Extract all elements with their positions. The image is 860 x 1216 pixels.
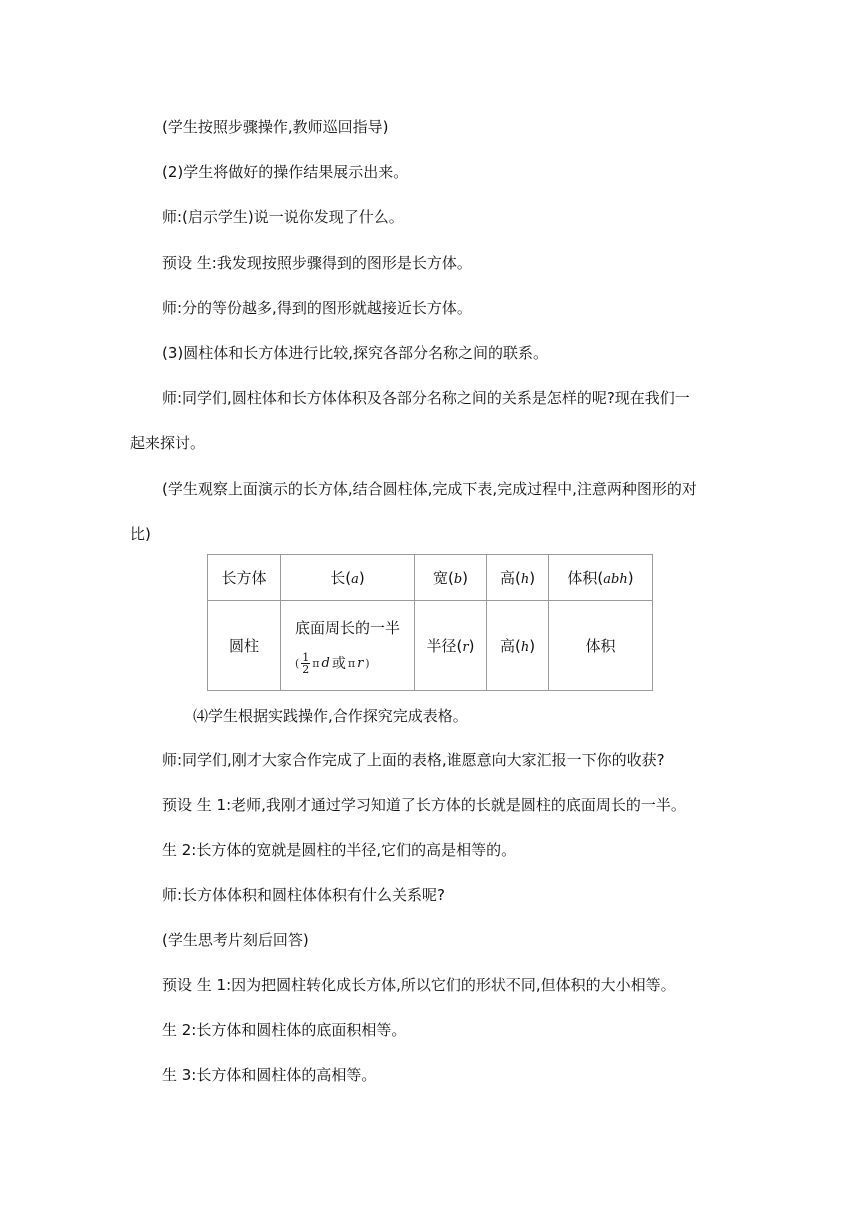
fraction-denominator: 2	[302, 662, 310, 676]
variable-r: r	[357, 655, 364, 671]
table-cell	[415, 601, 487, 691]
paragraph: 生 2:长方体和圆柱体的底面积相等。	[162, 1021, 407, 1039]
paragraph: (学生思考片刻后回答)	[162, 931, 309, 949]
variable-h: h	[520, 572, 530, 587]
table-row	[208, 601, 653, 691]
cell-text: )	[462, 569, 469, 587]
cell-text: 半径(	[426, 637, 463, 655]
cell-text: 或	[331, 656, 346, 672]
variable-b: b	[453, 572, 463, 587]
paragraph: (3)圆柱体和长方体进行比较,探究各部分名称之间的联系。	[162, 344, 549, 362]
cell-block	[295, 617, 400, 675]
paragraph: 师:同学们,刚才大家合作完成了上面的表格,谁愿意向大家汇报一下你的收获?	[162, 751, 665, 769]
paragraph: 师:长方体体积和圆柱体体积有什么关系呢?	[162, 886, 446, 904]
paragraph: (学生观察上面演示的长方体,结合圆柱体,完成下表,完成过程中,注意两种图形的对	[162, 480, 697, 498]
table-cell	[208, 555, 281, 601]
paragraph: 师:分的等份越多,得到的图形就越接近长方体。	[162, 299, 472, 317]
table-cell	[281, 555, 415, 601]
table-cell	[487, 555, 549, 601]
paragraph: 生 3:长方体和圆柱体的高相等。	[162, 1066, 377, 1084]
paragraph: 预设 生:我发现按照步骤得到的图形是长方体。	[162, 254, 472, 272]
paragraph: (学生按照步骤操作,教师巡回指导)	[162, 118, 389, 136]
paragraph: 师:同学们,圆柱体和长方体体积及各部分名称之间的关系是怎样的呢?现在我们一	[162, 389, 690, 407]
cell-text: 高(	[499, 569, 521, 587]
table-cell	[487, 601, 549, 691]
paragraph: 起来探讨。	[130, 434, 206, 452]
fraction-numerator: 1	[302, 650, 310, 664]
paragraph: 预设 生 1:因为把圆柱转化成长方体,所以它们的形状不同,但体积的大小相等。	[162, 976, 676, 994]
pi-symbol: π	[347, 656, 356, 670]
variable-d: d	[321, 655, 330, 671]
paragraph: 比)	[130, 525, 151, 543]
cell-text: )	[358, 569, 365, 587]
fraction	[301, 652, 310, 675]
cell-text: 长(	[330, 569, 352, 587]
cell-text: )	[468, 637, 475, 655]
pi-symbol: π	[312, 656, 320, 670]
paragraph: ⑷学生根据实践操作,合作探究完成表格。	[193, 707, 468, 725]
cell-text: 高(	[499, 637, 521, 655]
comparison-table	[207, 554, 653, 691]
variable-h: h	[520, 640, 530, 655]
paragraph: 预设 生 1:老师,我刚才通过学习知道了长方体的长就是圆柱的底面周长的一半。	[162, 796, 686, 814]
variable-r: r	[462, 640, 469, 655]
cell-text: 圆柱	[228, 637, 259, 655]
paragraph: 生 2:长方体的宽就是圆柱的半径,它们的高是相等的。	[162, 841, 517, 859]
paren: )	[365, 656, 370, 670]
table-row	[208, 555, 653, 601]
variable-a: a	[351, 572, 359, 587]
cell-text: )	[529, 637, 536, 655]
cell-text: )	[529, 569, 536, 587]
cell-text: 底面周长的一半	[294, 618, 400, 637]
cell-text: 体积(	[567, 569, 604, 587]
paren: (	[294, 656, 300, 670]
table-cell	[415, 555, 487, 601]
table-cell	[208, 601, 281, 691]
variable-abh: abh	[603, 572, 628, 587]
cell-text: 长方体	[221, 569, 267, 587]
cell-text: )	[627, 569, 634, 587]
table-cell	[549, 601, 653, 691]
table-cell	[281, 601, 415, 691]
paragraph: 师:(启示学生)说一说你发现了什么。	[162, 208, 404, 226]
circumference-formula	[295, 652, 400, 675]
table-cell	[549, 555, 653, 601]
cell-text: 体积	[585, 637, 616, 655]
paragraph: (2)学生将做好的操作结果展示出来。	[162, 163, 409, 181]
cell-text: 宽(	[432, 569, 454, 587]
